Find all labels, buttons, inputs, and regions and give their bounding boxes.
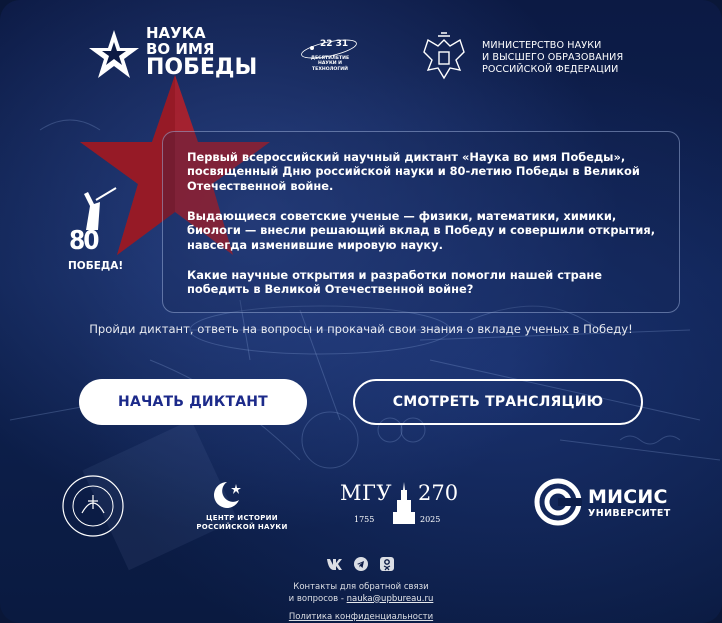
decade-of-science-logo [298, 36, 360, 76]
center-line-2: РОССИЙСКОЙ НАУКИ [196, 523, 288, 531]
contacts-block [0, 582, 722, 605]
watch-broadcast-button[interactable]: СМОТРЕТЬ ТРАНСЛЯЦИЮ [353, 379, 643, 425]
call-to-action-text: Пройди диктант, ответь на вопросы и прокачай свои знания о вкладе ученых в Победу! [89, 322, 633, 336]
center-history-science-logo [186, 478, 296, 538]
ministry-line-3: РОССИЙСКОЙ ФЕДЕРАЦИИ [482, 64, 619, 75]
intro-paragraph-2: Выдающиеся советские ученые — физики, математики, химики, биологи — внесли решающий вклад в Победу и совершили открытия, навсегда изменившие мировую науку. [187, 209, 656, 252]
ministry-logo [416, 30, 646, 86]
misis-logo [534, 476, 674, 532]
misis-emblem-icon [534, 478, 582, 526]
ministry-name [482, 40, 623, 76]
mgu-name: МГУ [340, 481, 393, 505]
logo-line-2: ВО ИМЯ [146, 40, 215, 58]
mgu-year-from: 1755 [354, 515, 375, 524]
ministry-line-1: МИНИСТЕРСТВО НАУКИ [482, 40, 602, 51]
mgu-building-icon [392, 482, 416, 524]
decade-caption: ДЕСЯТИЛЕТИЕ НАУКИ И ТЕХНОЛОГИЙ [310, 56, 350, 72]
misis-name: МИСИС [588, 486, 668, 508]
center-logo-text [186, 514, 298, 532]
intro-paragraph-3: Какие научные открытия и разработки помогли нашей стране победить в Великой Отечественной войне? [187, 268, 603, 297]
start-dictation-button[interactable]: НАЧАТЬ ДИКТАНТ [79, 379, 307, 425]
contacts-line-2 [0, 594, 722, 606]
decade-number: 22 31 [320, 39, 349, 49]
rao-seal-logo [60, 473, 126, 539]
ministry-line-2: И ВЫСШЕГО ОБРАЗОВАНИЯ [482, 52, 624, 63]
odnoklassniki-icon[interactable] [379, 556, 395, 572]
nauka-vo-imya-pobedy-logo [88, 26, 263, 82]
vk-icon[interactable] [327, 556, 343, 572]
mgu-anniversary: 270 [418, 481, 459, 505]
badge-label: ПОБЕДА! [68, 260, 124, 272]
intro-card [162, 131, 680, 313]
privacy-policy-link[interactable]: Политика конфиденциальности [288, 612, 434, 622]
social-links [327, 556, 395, 574]
contact-email-link[interactable]: nauka@upbureau.ru [346, 593, 434, 604]
misis-subtitle: УНИВЕРСИТЕТ [588, 508, 671, 519]
logo-line-1: НАУКА [146, 24, 206, 42]
contacts-line-1: Контакты для обратной связи [293, 582, 429, 592]
contacts-prefix: и вопросов - [288, 593, 347, 604]
center-line-1: ЦЕНТР ИСТОРИИ [206, 514, 278, 522]
mgu-year-to: 2025 [420, 515, 441, 524]
badge-number: 80 [69, 226, 98, 256]
mgu-270-logo [336, 478, 459, 538]
logo-line-3: ПОБЕДЫ [146, 55, 258, 80]
victory-80-badge [66, 186, 132, 276]
coat-of-arms-icon [416, 30, 472, 86]
telegram-icon[interactable] [353, 556, 369, 572]
intro-paragraph-1: Первый всероссийский научный диктант «Наука во имя Победы», посвященный Дню российской науки и 80-летию Победы в Великой Отечественной войне. [187, 150, 640, 193]
star-logo-icon [88, 28, 140, 80]
moon-star-icon [212, 480, 242, 510]
